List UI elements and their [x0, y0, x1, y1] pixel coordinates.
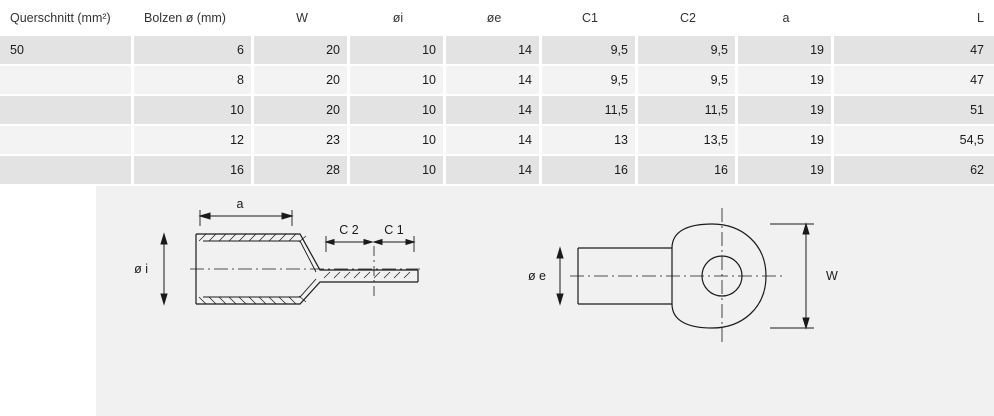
dimension-oe: [557, 248, 563, 304]
cell-oi: 10: [350, 125, 446, 155]
dimension-label-c2: C 2: [339, 223, 359, 237]
column-header-l: L: [834, 0, 994, 36]
cell-w: 28: [254, 155, 350, 185]
column-header-querschnitt: Querschnitt (mm²): [0, 0, 134, 36]
dimension-c1: [374, 236, 414, 252]
cell-a: 19: [738, 36, 834, 65]
cell-l: 47: [834, 36, 994, 65]
cell-c2: 13,5: [638, 125, 738, 155]
cell-w: 20: [254, 36, 350, 65]
lug-side-view: [190, 234, 424, 304]
cell-c1: 9,5: [542, 65, 638, 95]
dimension-a: [200, 210, 292, 226]
dimension-label-oe: ø e: [527, 269, 546, 283]
cell-l: 47: [834, 65, 994, 95]
column-header-c2: C2: [638, 0, 738, 36]
cell-bolzen: 8: [134, 65, 254, 95]
dimension-label-c1: C 1: [384, 223, 404, 237]
table-row: [0, 125, 994, 155]
cell-oe: 14: [446, 95, 542, 125]
cell-c2: 16: [638, 155, 738, 185]
cell-c2: 9,5: [638, 36, 738, 65]
cell-c1: 16: [542, 155, 638, 185]
cell-oe: 14: [446, 125, 542, 155]
table-row: [0, 95, 994, 125]
cell-c1: 13: [542, 125, 638, 155]
cell-a: 19: [738, 125, 834, 155]
table-body: [0, 36, 994, 185]
cell-c1: 9,5: [542, 36, 638, 65]
cell-oi: 10: [350, 65, 446, 95]
cell-c1: 11,5: [542, 95, 638, 125]
cell-bolzen: 6: [134, 36, 254, 65]
dimension-label-w: W: [826, 269, 838, 283]
cell-querschnitt: [0, 95, 134, 125]
cell-l: 62: [834, 155, 994, 185]
cell-a: 19: [738, 155, 834, 185]
dimension-w: [770, 224, 814, 328]
table-header-row: [0, 0, 994, 36]
cell-oi: 10: [350, 95, 446, 125]
cell-w: 20: [254, 95, 350, 125]
cell-oe: 14: [446, 36, 542, 65]
table-row: [0, 65, 994, 95]
specification-table: [0, 0, 994, 186]
column-header-c1: C1: [542, 0, 638, 36]
dimension-oi: [161, 234, 167, 304]
column-header-a: a: [738, 0, 834, 36]
table-row: [0, 155, 994, 185]
cell-w: 20: [254, 65, 350, 95]
cell-bolzen: 10: [134, 95, 254, 125]
table-row: [0, 36, 994, 65]
cell-l: 51: [834, 95, 994, 125]
drawing-svg: [0, 186, 994, 416]
cell-querschnitt: [0, 155, 134, 185]
cell-oi: 10: [350, 155, 446, 185]
cell-querschnitt: [0, 125, 134, 155]
dimension-label-a: a: [236, 197, 244, 211]
column-header-w: W: [254, 0, 350, 36]
dimension-label-oi: ø i: [134, 262, 148, 276]
column-header-oe: øe: [446, 0, 542, 36]
cell-querschnitt: 50: [0, 36, 134, 65]
cell-oe: 14: [446, 65, 542, 95]
technical-drawings: [0, 186, 994, 416]
cell-l: 54,5: [834, 125, 994, 155]
cell-c2: 9,5: [638, 65, 738, 95]
column-header-bolzen: Bolzen ø (mm): [134, 0, 254, 36]
cell-w: 23: [254, 125, 350, 155]
cell-oi: 10: [350, 36, 446, 65]
cell-bolzen: 12: [134, 125, 254, 155]
cell-querschnitt: [0, 65, 134, 95]
cell-a: 19: [738, 65, 834, 95]
cell-bolzen: 16: [134, 155, 254, 185]
dimension-c2: [326, 236, 372, 252]
cell-oe: 14: [446, 155, 542, 185]
column-header-oi: øi: [350, 0, 446, 36]
cell-a: 19: [738, 95, 834, 125]
cell-c2: 11,5: [638, 95, 738, 125]
